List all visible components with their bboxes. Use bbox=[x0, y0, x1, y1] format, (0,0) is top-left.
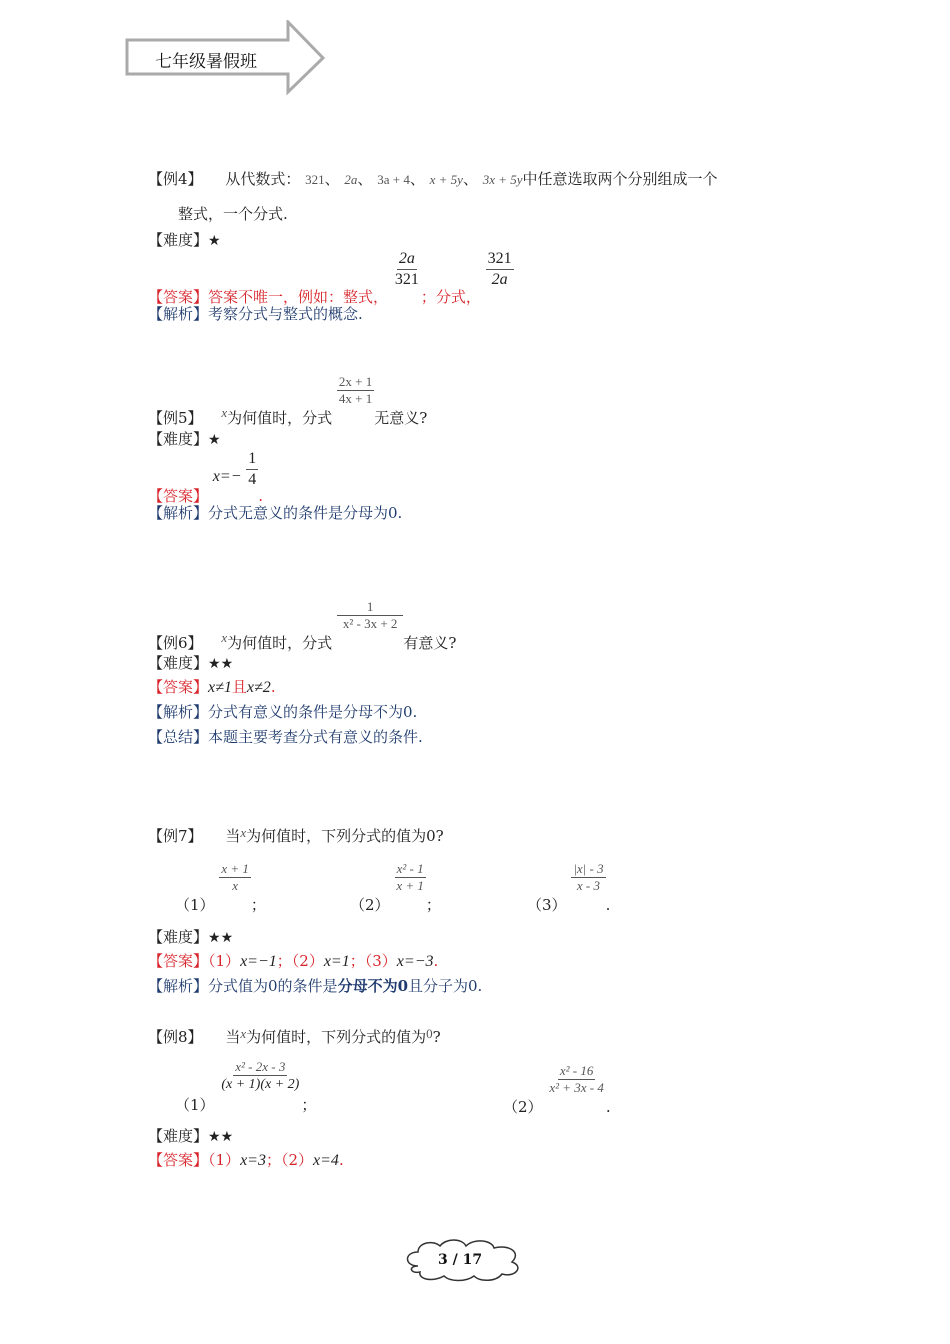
separator: 、 bbox=[324, 170, 340, 188]
answer-text: 答案不唯一，例如：整式， bbox=[208, 288, 389, 307]
separator: 、 bbox=[462, 170, 478, 188]
answer-tag: 【答案】 bbox=[148, 678, 209, 696]
fraction: $\frac{1}{\text{x² - 3x + 2}}$ bbox=[337, 600, 404, 632]
analysis-text: 分式有意义的条件是分母不为0. bbox=[208, 703, 418, 721]
term: 3a + 4 bbox=[377, 172, 410, 187]
star-icon: ★ bbox=[208, 432, 221, 448]
part-label: （2） bbox=[503, 1097, 543, 1116]
part-label: （1） bbox=[175, 1096, 215, 1115]
answer-end: ； bbox=[265, 1151, 281, 1169]
difficulty-tag: 【难度】 bbox=[148, 1127, 209, 1145]
answer-end: ； bbox=[349, 952, 365, 970]
analysis-tag: 【解析】 bbox=[148, 305, 209, 323]
difficulty-tag: 【难度】 bbox=[148, 430, 209, 448]
analysis bbox=[148, 701, 417, 722]
term: 321 bbox=[305, 172, 325, 187]
variable: x bbox=[221, 629, 228, 645]
analysis bbox=[148, 975, 482, 996]
analysis-text: 考察分式与整式的概念. bbox=[208, 305, 363, 323]
part-1 bbox=[175, 861, 266, 914]
variable: x bbox=[240, 1026, 247, 1041]
answer-tag: 【答案】 bbox=[148, 1151, 209, 1169]
variable: x bbox=[221, 404, 228, 420]
question-text: 中任意选取两个分别组成一个 bbox=[522, 170, 718, 188]
fraction: $\frac{\text{x² - 1}}{x + 1}$ bbox=[396, 861, 424, 894]
fraction: $\frac{2x + 1}{4x + 1}$ bbox=[338, 374, 373, 407]
answer-text: ；分式， bbox=[420, 288, 481, 307]
question-text: 为何值时，下列分式的值为0? bbox=[246, 827, 444, 845]
term: 2a bbox=[344, 172, 358, 187]
answer-label: （1） bbox=[208, 1151, 241, 1169]
answer-tag: 【答案】 bbox=[148, 952, 209, 970]
example-label: 【例8】 bbox=[148, 1028, 203, 1046]
example-label: 【例5】 bbox=[148, 408, 203, 427]
difficulty bbox=[148, 1125, 233, 1146]
part-end: . bbox=[605, 895, 611, 914]
answer-math: x≠1 bbox=[208, 679, 232, 696]
analysis-emphasis: 分母不为0 bbox=[337, 977, 408, 995]
example-7-question bbox=[148, 825, 444, 846]
question-text: 整式，一个分式. bbox=[178, 205, 288, 223]
answer-label: （2） bbox=[291, 952, 324, 970]
fraction: $\frac{1}{4}$ bbox=[248, 450, 257, 488]
term: 3x + 5y bbox=[482, 172, 523, 187]
answer bbox=[148, 250, 514, 307]
fraction: $\frac{\text{x² - 16}}{\text{x² + 3x - 4}}$ bbox=[549, 1063, 604, 1096]
answer-end: ； bbox=[276, 952, 292, 970]
summary bbox=[148, 726, 423, 747]
answer-text: 且 bbox=[231, 678, 247, 696]
answer-tag: 【答案】 bbox=[148, 487, 209, 506]
analysis-text: 且分子为0. bbox=[408, 977, 483, 995]
question-text: 当 bbox=[225, 1028, 241, 1046]
part-end: ； bbox=[425, 895, 441, 914]
answer-end: . bbox=[433, 952, 439, 970]
difficulty-tag: 【难度】 bbox=[148, 928, 209, 946]
summary-tag: 【总结】 bbox=[148, 728, 209, 746]
analysis-tag: 【解析】 bbox=[148, 703, 209, 721]
summary-text: 本题主要考查分式有意义的条件. bbox=[208, 728, 423, 746]
answer-math: x=3 bbox=[240, 1152, 266, 1169]
part-3 bbox=[527, 861, 611, 914]
page-number: 3 / 17 bbox=[438, 1252, 483, 1268]
answer-math: x=−3 bbox=[396, 953, 434, 970]
question-text: 为何值时，分式 bbox=[227, 633, 333, 652]
answer bbox=[148, 1149, 344, 1170]
question-text: ? bbox=[432, 1028, 441, 1046]
header-banner bbox=[125, 20, 325, 100]
separator: 、 bbox=[357, 170, 373, 188]
part-label: （2） bbox=[350, 895, 390, 914]
example-5-question bbox=[148, 374, 428, 427]
answer-label: （2） bbox=[280, 1151, 314, 1169]
difficulty bbox=[148, 926, 233, 947]
star-icon: ★ bbox=[208, 233, 221, 249]
star-icon: ★★ bbox=[208, 656, 234, 672]
answer-math: x=−1 bbox=[240, 953, 277, 970]
example-label: 【例6】 bbox=[148, 633, 203, 652]
separator: 、 bbox=[409, 170, 425, 188]
part-2 bbox=[350, 861, 441, 914]
question-text: 当 bbox=[225, 827, 241, 845]
answer bbox=[148, 450, 264, 506]
question-text: 为何值时，分式 bbox=[227, 408, 333, 427]
answer-label: （1） bbox=[208, 952, 241, 970]
fraction: $\frac{321}{2a}$ bbox=[487, 250, 512, 288]
difficulty bbox=[148, 229, 221, 250]
answer bbox=[148, 676, 276, 697]
part-end: ； bbox=[301, 1096, 317, 1115]
fraction: $\frac{2a}{321}$ bbox=[394, 250, 419, 288]
question-text: 从代数式： bbox=[225, 170, 301, 188]
answer-math: x≠2 bbox=[246, 679, 271, 696]
part-end: . bbox=[605, 1097, 611, 1116]
analysis-text: 分式无意义的条件是分母为0. bbox=[208, 504, 403, 522]
fraction: $\frac{x + 1}{x}$ bbox=[221, 861, 249, 894]
example-label: 【例4】 bbox=[148, 170, 203, 188]
part-label: （1） bbox=[175, 895, 215, 914]
answer-math: x=1 bbox=[323, 953, 350, 970]
answer-tag: 【答案】 bbox=[148, 288, 209, 307]
answer-label: （3） bbox=[364, 952, 397, 970]
analysis-text: 分式值为0的条件是 bbox=[208, 977, 338, 995]
part-1 bbox=[175, 1059, 317, 1115]
fraction: $\frac{\text{x² - 2x - 3}}{(x + 1)(x + 2)}$ bbox=[221, 1059, 300, 1093]
answer-end: . bbox=[338, 1151, 344, 1169]
analysis-tag: 【解析】 bbox=[148, 977, 209, 995]
analysis bbox=[148, 303, 363, 324]
answer-math: x=− bbox=[212, 468, 242, 486]
difficulty-tag: 【难度】 bbox=[148, 231, 209, 249]
term: x + 5y bbox=[429, 172, 463, 187]
answer bbox=[148, 950, 438, 971]
zero-value: 0 bbox=[426, 1026, 433, 1041]
header-title: 七年级暑假班 bbox=[155, 52, 257, 72]
difficulty-tag: 【难度】 bbox=[148, 654, 209, 672]
part-end: ； bbox=[250, 895, 266, 914]
analysis bbox=[148, 502, 402, 523]
difficulty bbox=[148, 428, 221, 449]
example-4-question bbox=[148, 168, 718, 189]
variable: x bbox=[240, 825, 247, 840]
example-8-question bbox=[148, 1026, 441, 1047]
question-text: 有意义? bbox=[403, 633, 457, 652]
question-text: 无意义? bbox=[374, 408, 428, 427]
star-icon: ★★ bbox=[208, 1129, 234, 1145]
difficulty bbox=[148, 652, 233, 673]
star-icon: ★★ bbox=[208, 930, 234, 946]
question-text: 为何值时，下列分式的值为 bbox=[246, 1028, 427, 1046]
analysis-tag: 【解析】 bbox=[148, 504, 209, 522]
answer-math: x=4 bbox=[313, 1152, 339, 1169]
answer-end: . bbox=[258, 487, 264, 506]
example-label: 【例7】 bbox=[148, 827, 203, 845]
part-2 bbox=[503, 1063, 611, 1116]
fraction: $\frac{|x| - 3}{x - 3}$ bbox=[573, 861, 604, 894]
example-6-question bbox=[148, 599, 457, 652]
page-number-cloud bbox=[400, 1236, 530, 1282]
answer-end: . bbox=[270, 678, 276, 696]
part-label: （3） bbox=[527, 895, 567, 914]
